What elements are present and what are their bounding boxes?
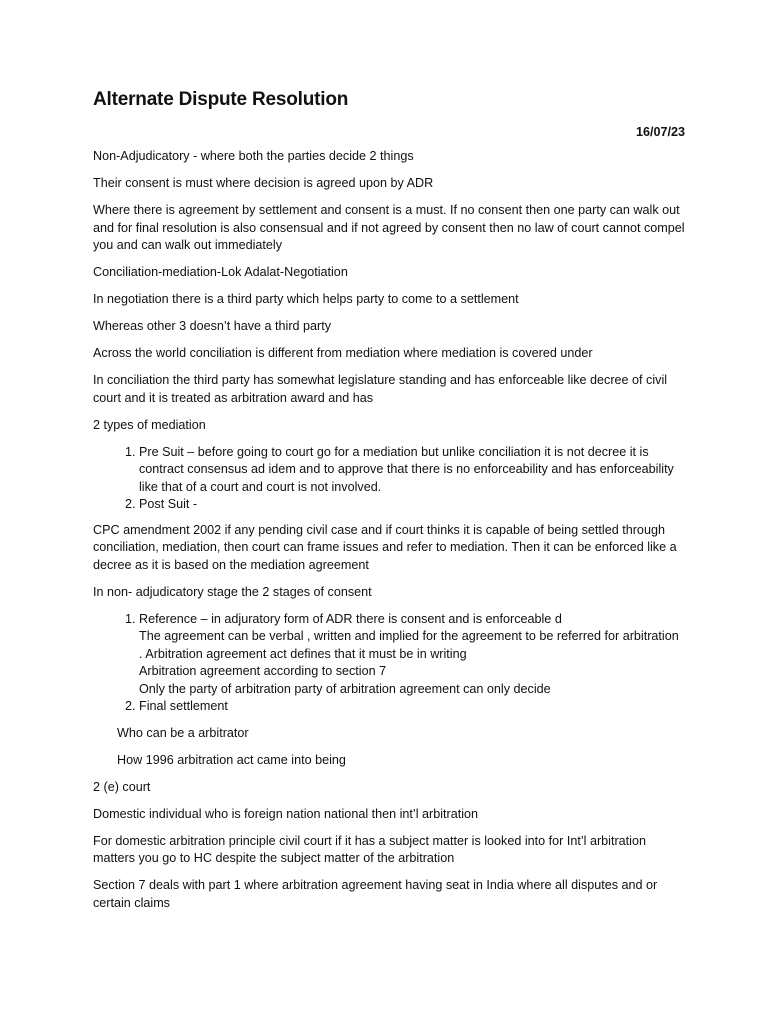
paragraph: Whereas other 3 doesn’t have a third party (93, 319, 332, 333)
paragraph: Across the world conciliation is different from mediation where mediation is covered under (93, 346, 593, 360)
paragraph: How 1996 arbitration act came into being (117, 752, 346, 767)
note-date: 16/07/23 (635, 125, 685, 139)
paragraph: Conciliation-mediation-Lok Adalat-Negotiation (93, 265, 348, 279)
paragraph: CPC amendment 2002 if any pending civil case and if court thinks it is capable of being settled through conciliation, mediation, then court can frame issues and refer to mediation. Then it can be enforced like a decree as it is based on the mediation agreement (93, 522, 677, 572)
paragraph: Domestic individual who is foreign nation national then int’l arbitration (93, 806, 479, 821)
list-item-line: Arbitration agreement according to section 7 (139, 664, 387, 678)
list-item: 1. Pre Suit – before going to court go for a mediation but unlike conciliation it is not decree it is contract consensus ad idem and to approve that there is no enforceability and has enforceability like that of a court and court is not involved. (139, 444, 685, 497)
list-item-line: 1. Reference – in adjuratory form of ADR there is consent and is enforceable d (139, 611, 562, 626)
paragraph: Their consent is must where decision is agreed upon by ADR (93, 176, 434, 190)
document-body (93, 88, 685, 922)
list-item (139, 611, 685, 699)
paragraph: In non- adjudicatory stage the 2 stages of consent (93, 584, 372, 599)
paragraph: 2 (e) court (93, 779, 151, 794)
paragraph: Where there is agreement by settlement and consent is a must. If no consent then one party can walk out and for final resolution is also consensual and if not agreed by consent then no law of court cannot compel you and can walk out immediately (93, 203, 685, 252)
list-item: 2. Post Suit - (139, 496, 685, 514)
list-item: 2. Final settlement (139, 698, 685, 716)
paragraph: Non-Adjudicatory - where both the parties decide 2 things (93, 149, 414, 163)
paragraph: In negotiation there is a third party which helps party to come to a settlement (93, 292, 519, 306)
list-item-line: The agreement can be verbal , written and implied for the agreement to be referred for arbitration . Arbitration agreement act defines that it must be in writing (139, 629, 679, 661)
paragraph: 2 types of mediation (93, 417, 206, 432)
paragraph: Section 7 deals with part 1 where arbitration agreement having seat in India where all disputes and or certain claims (93, 878, 658, 910)
paragraph: For domestic arbitration principle civil court if it has a subject matter is looked into for Int’l arbitration matters you go to HC despite the subject matter of the arbitration (93, 833, 646, 865)
list-item-line: Only the party of arbitration party of arbitration agreement can only decide (139, 681, 551, 696)
mediation-types-list (93, 444, 685, 514)
paragraph: Who can be a arbitrator (117, 725, 249, 740)
paragraph: In conciliation the third party has somewhat legislature standing and has enforceable like decree of civil court and it is treated as arbitration award and has (93, 373, 668, 405)
page-title: Alternate Dispute Resolution (93, 89, 349, 110)
consent-stages-list (93, 611, 685, 716)
